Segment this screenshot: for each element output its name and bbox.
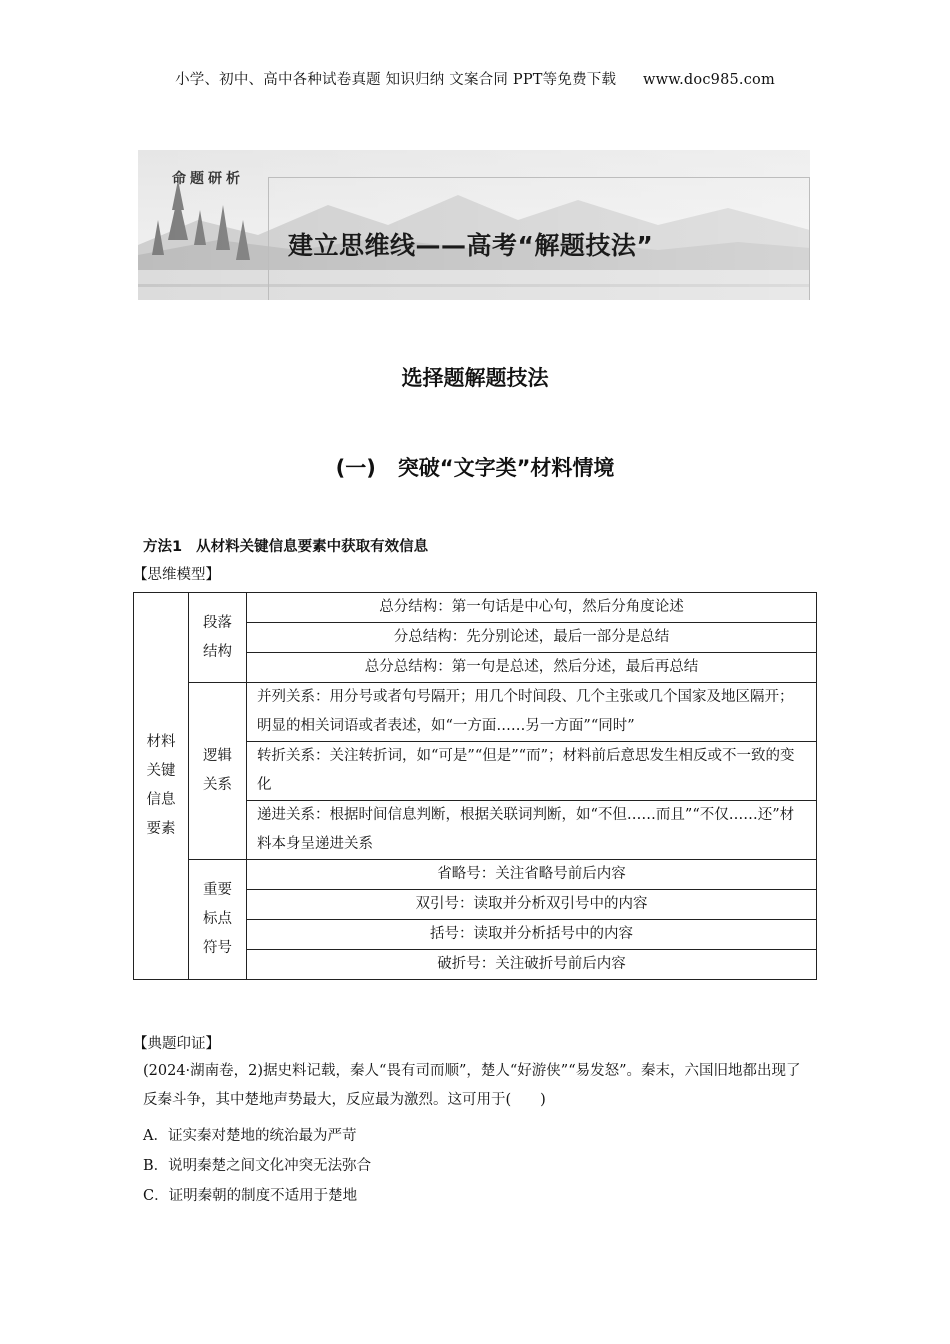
header-url[interactable]: www.doc985.com: [642, 72, 775, 88]
header-text: 小学、初中、高中各种试卷真题 知识归纳 文案合同 PPT等免费下载: [175, 72, 617, 88]
group-line: 逻辑: [203, 748, 232, 764]
table-cell: 括号：读取并分析括号中的内容: [247, 920, 817, 950]
model-label: 【思维模型】: [133, 567, 220, 583]
example-label: 【典题印证】: [133, 1036, 220, 1052]
section-number: (一): [335, 456, 376, 480]
method-label: 方法1: [143, 539, 183, 555]
banner-title: 建立思维线——高考“解题技法”: [288, 231, 654, 260]
question-source: (2024·湖南卷，2): [143, 1063, 264, 1079]
document-title: 选择题解题技法: [401, 366, 549, 390]
table-cell: 双引号：读取并分析双引号中的内容: [247, 890, 817, 920]
group-line: 符号: [203, 940, 232, 956]
group-line: 关系: [203, 777, 232, 793]
group-line: 段落: [203, 614, 232, 631]
table-cell: 破折号：关注破折号前后内容: [247, 950, 817, 980]
option-a[interactable]: A．证实秦对楚地的统治最为严苛: [143, 1128, 357, 1144]
method-heading: [143, 535, 428, 556]
table-cell: 并列关系：用分号或者句号隔开；用几个时间段、几个主张或几个国家及地区隔开；明显的相关词语或者表述，如“一方面……另一方面”“同时”: [247, 683, 817, 742]
thinking-model-table: [133, 592, 817, 980]
option-c[interactable]: C．证明秦朝的制度不适用于楚地: [143, 1188, 358, 1204]
group-cell-logic: [189, 683, 247, 860]
root-cell: [134, 593, 189, 980]
root-line: 要素: [146, 821, 176, 837]
banner: [138, 150, 810, 300]
root-line: 信息: [146, 792, 176, 808]
table-cell: 分总结构：先分别论述，最后一部分是总结: [247, 623, 817, 653]
group-line: 重要: [203, 882, 232, 898]
table-cell: 递进关系：根据时间信息判断，根据关联词判断，如“不但……而且”“不仅……还”材料本身呈递进关系: [247, 801, 817, 860]
section-heading: 突破“文字类”材料情境: [397, 456, 615, 480]
question-stem: [143, 1057, 813, 1115]
page-header: [0, 68, 950, 89]
root-line: 材料: [146, 734, 176, 750]
root-line: 关键: [146, 763, 176, 779]
table-cell: 总分结构：第一句话是中心句，然后分角度论述: [247, 593, 817, 623]
method-title: 从材料关键信息要素中获取有效信息: [196, 539, 429, 555]
section-title: [0, 452, 950, 482]
group-cell-paragraph: [189, 593, 247, 683]
table-cell: 省略号：关注省略号前后内容: [247, 860, 817, 890]
banner-label: 命题研析: [172, 171, 244, 187]
table-cell: 总分总结构：第一句是总述，然后分述，最后再总结: [247, 653, 817, 683]
group-cell-punctuation: [189, 860, 247, 980]
table-cell: 转折关系：关注转折词，如“可是”“但是”“而”；材料前后意思发生相反或不一致的变化: [247, 742, 817, 801]
group-line: 标点: [203, 911, 232, 927]
group-line: 结构: [203, 643, 232, 660]
question-text: 据史料记载，秦人“畏有司而顺”，楚人“好游侠”“易发怒”。秦末，六国旧地都出现了反秦斗争，其中楚地声势最大，反应最为激烈。这可用于( ): [143, 1063, 801, 1108]
option-b[interactable]: B．说明秦楚之间文化冲突无法弥合: [143, 1158, 372, 1174]
